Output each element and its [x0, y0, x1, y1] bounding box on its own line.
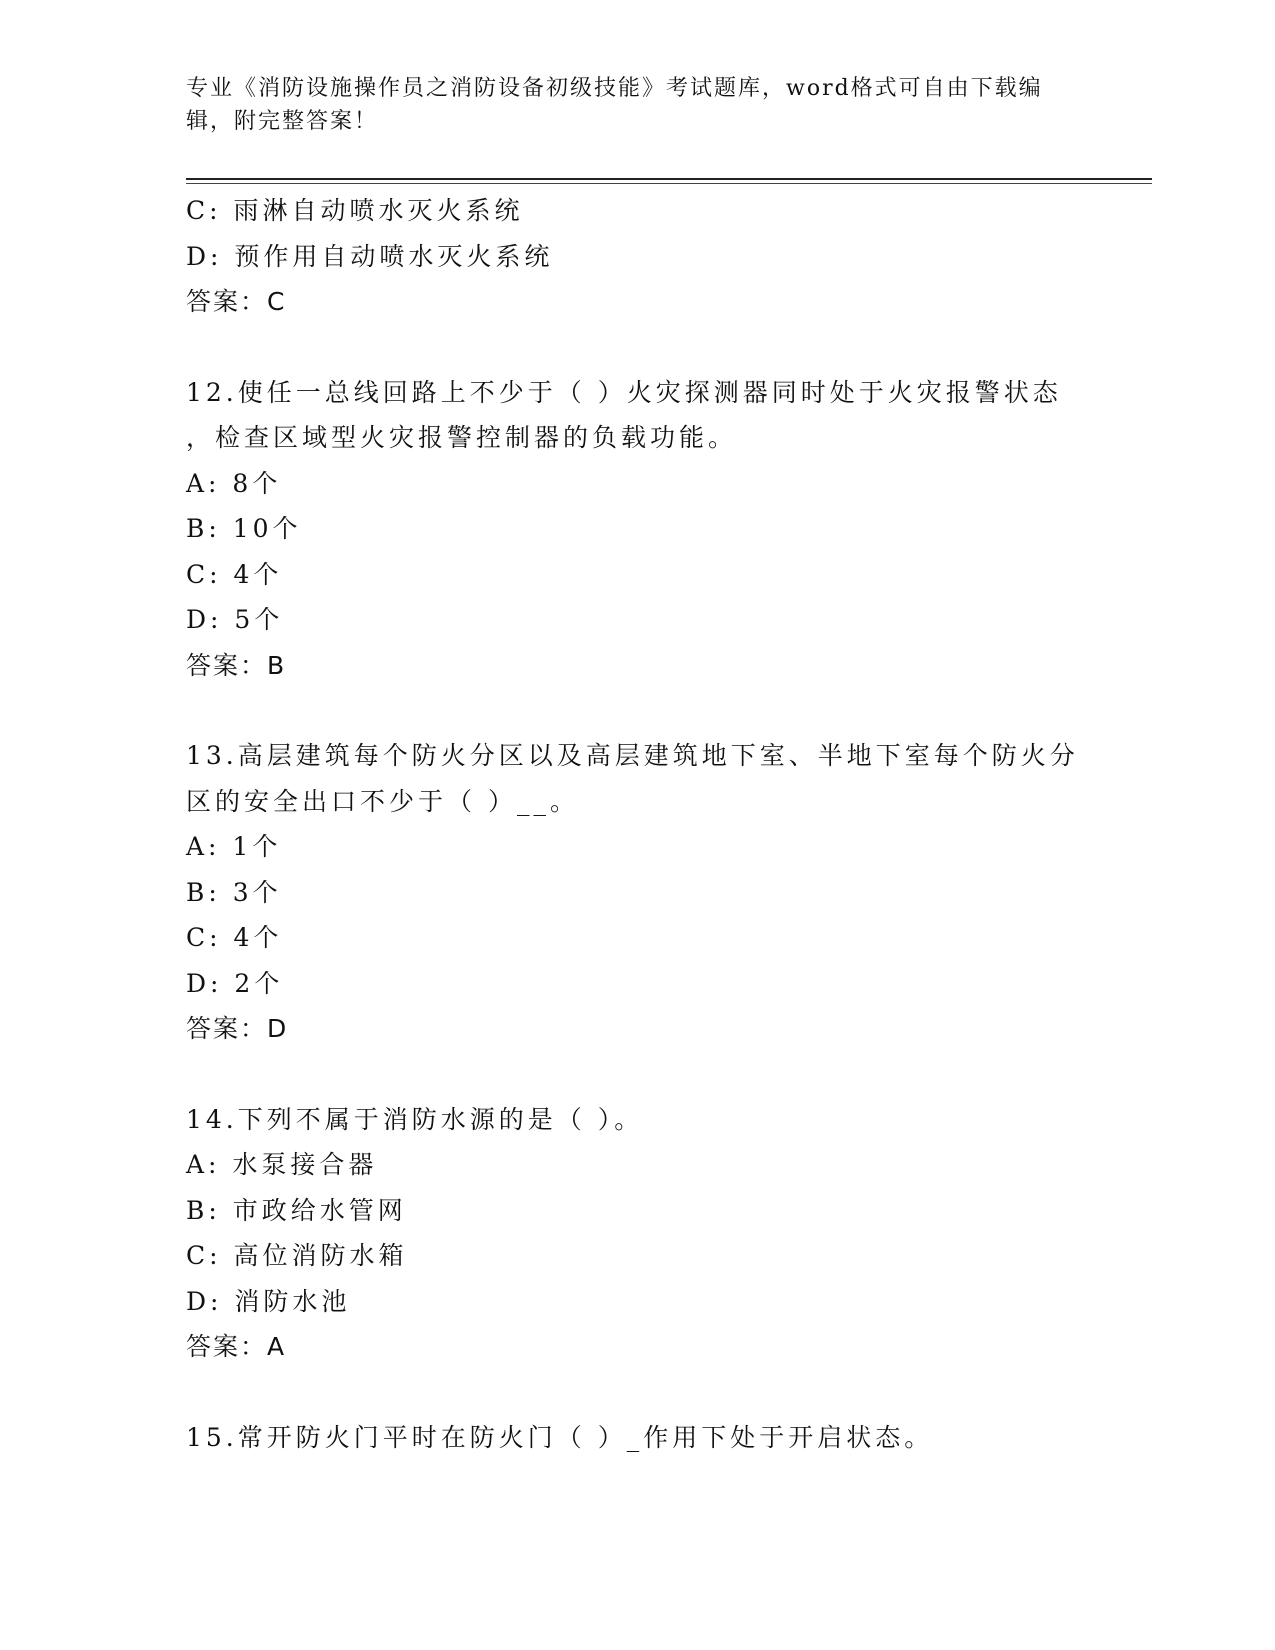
option-b: B: 市政给水管网 [186, 1195, 407, 1225]
question-stem-line: 15.常开防火门平时在防火门（ ）_作用下处于开启状态。 [186, 1422, 934, 1452]
header-rule-thin [186, 183, 1152, 184]
option-c: C: 4个 [186, 923, 283, 952]
option-d: D: 消防水池 [186, 1286, 351, 1316]
question-stem-line: ，检查区域型火灾报警控制器的负载功能。 [186, 423, 738, 452]
question-stem [186, 1097, 1086, 1143]
question-stem-line: 12.使任一总线回路上不少于（ ）火灾探测器同时处于火灾报警状态 [186, 377, 1062, 407]
question-stem-line: 14.下列不属于消防水源的是（ ）。 [186, 1104, 644, 1134]
header-title-line-1: 专业《消防设施操作员之消防设备初级技能》考试题库，word格式可自由下载编 [186, 76, 1043, 101]
answer-line: 答案：C [186, 287, 287, 316]
option-c: C: 雨淋自动喷水灭火系统 [186, 196, 524, 225]
option-d: D: 2个 [186, 968, 284, 998]
question-stem-line: 区的安全出口不少于（ ）__。 [186, 786, 579, 816]
answer-line: 答案：A [186, 1332, 287, 1361]
option-b: B: 3个 [186, 877, 282, 907]
option-d: D: 5个 [186, 605, 284, 634]
question-stem [186, 733, 1086, 824]
question-stem [186, 1415, 1086, 1461]
question-stem-line: 13.高层建筑每个防火分区以及高层建筑地下室、半地下室每个防火分 [186, 741, 1079, 770]
option-a: A: 8个 [186, 468, 282, 498]
option-b: B: 10个 [186, 514, 302, 543]
option-a: A: 1个 [186, 832, 282, 861]
header-rule-thick [186, 178, 1152, 180]
option-c: C: 4个 [186, 559, 283, 589]
option-a: A: 水泵接合器 [186, 1150, 378, 1179]
option-c: C: 高位消防水箱 [186, 1241, 408, 1270]
question-14 [186, 1097, 1086, 1370]
question-13 [186, 733, 1086, 1052]
question-list [186, 188, 1086, 1460]
page-header [186, 72, 1066, 138]
answer-line: 答案：B [186, 650, 287, 680]
question-15 [186, 1415, 1086, 1461]
question-stem [186, 370, 1086, 461]
question-12 [186, 370, 1086, 689]
header-title-line-2: 辑，附完整答案！ [186, 109, 379, 134]
continued-question [186, 188, 1086, 325]
option-d: D: 预作用自动喷水灭火系统 [186, 241, 554, 271]
answer-line: 答案：D [186, 1014, 289, 1043]
